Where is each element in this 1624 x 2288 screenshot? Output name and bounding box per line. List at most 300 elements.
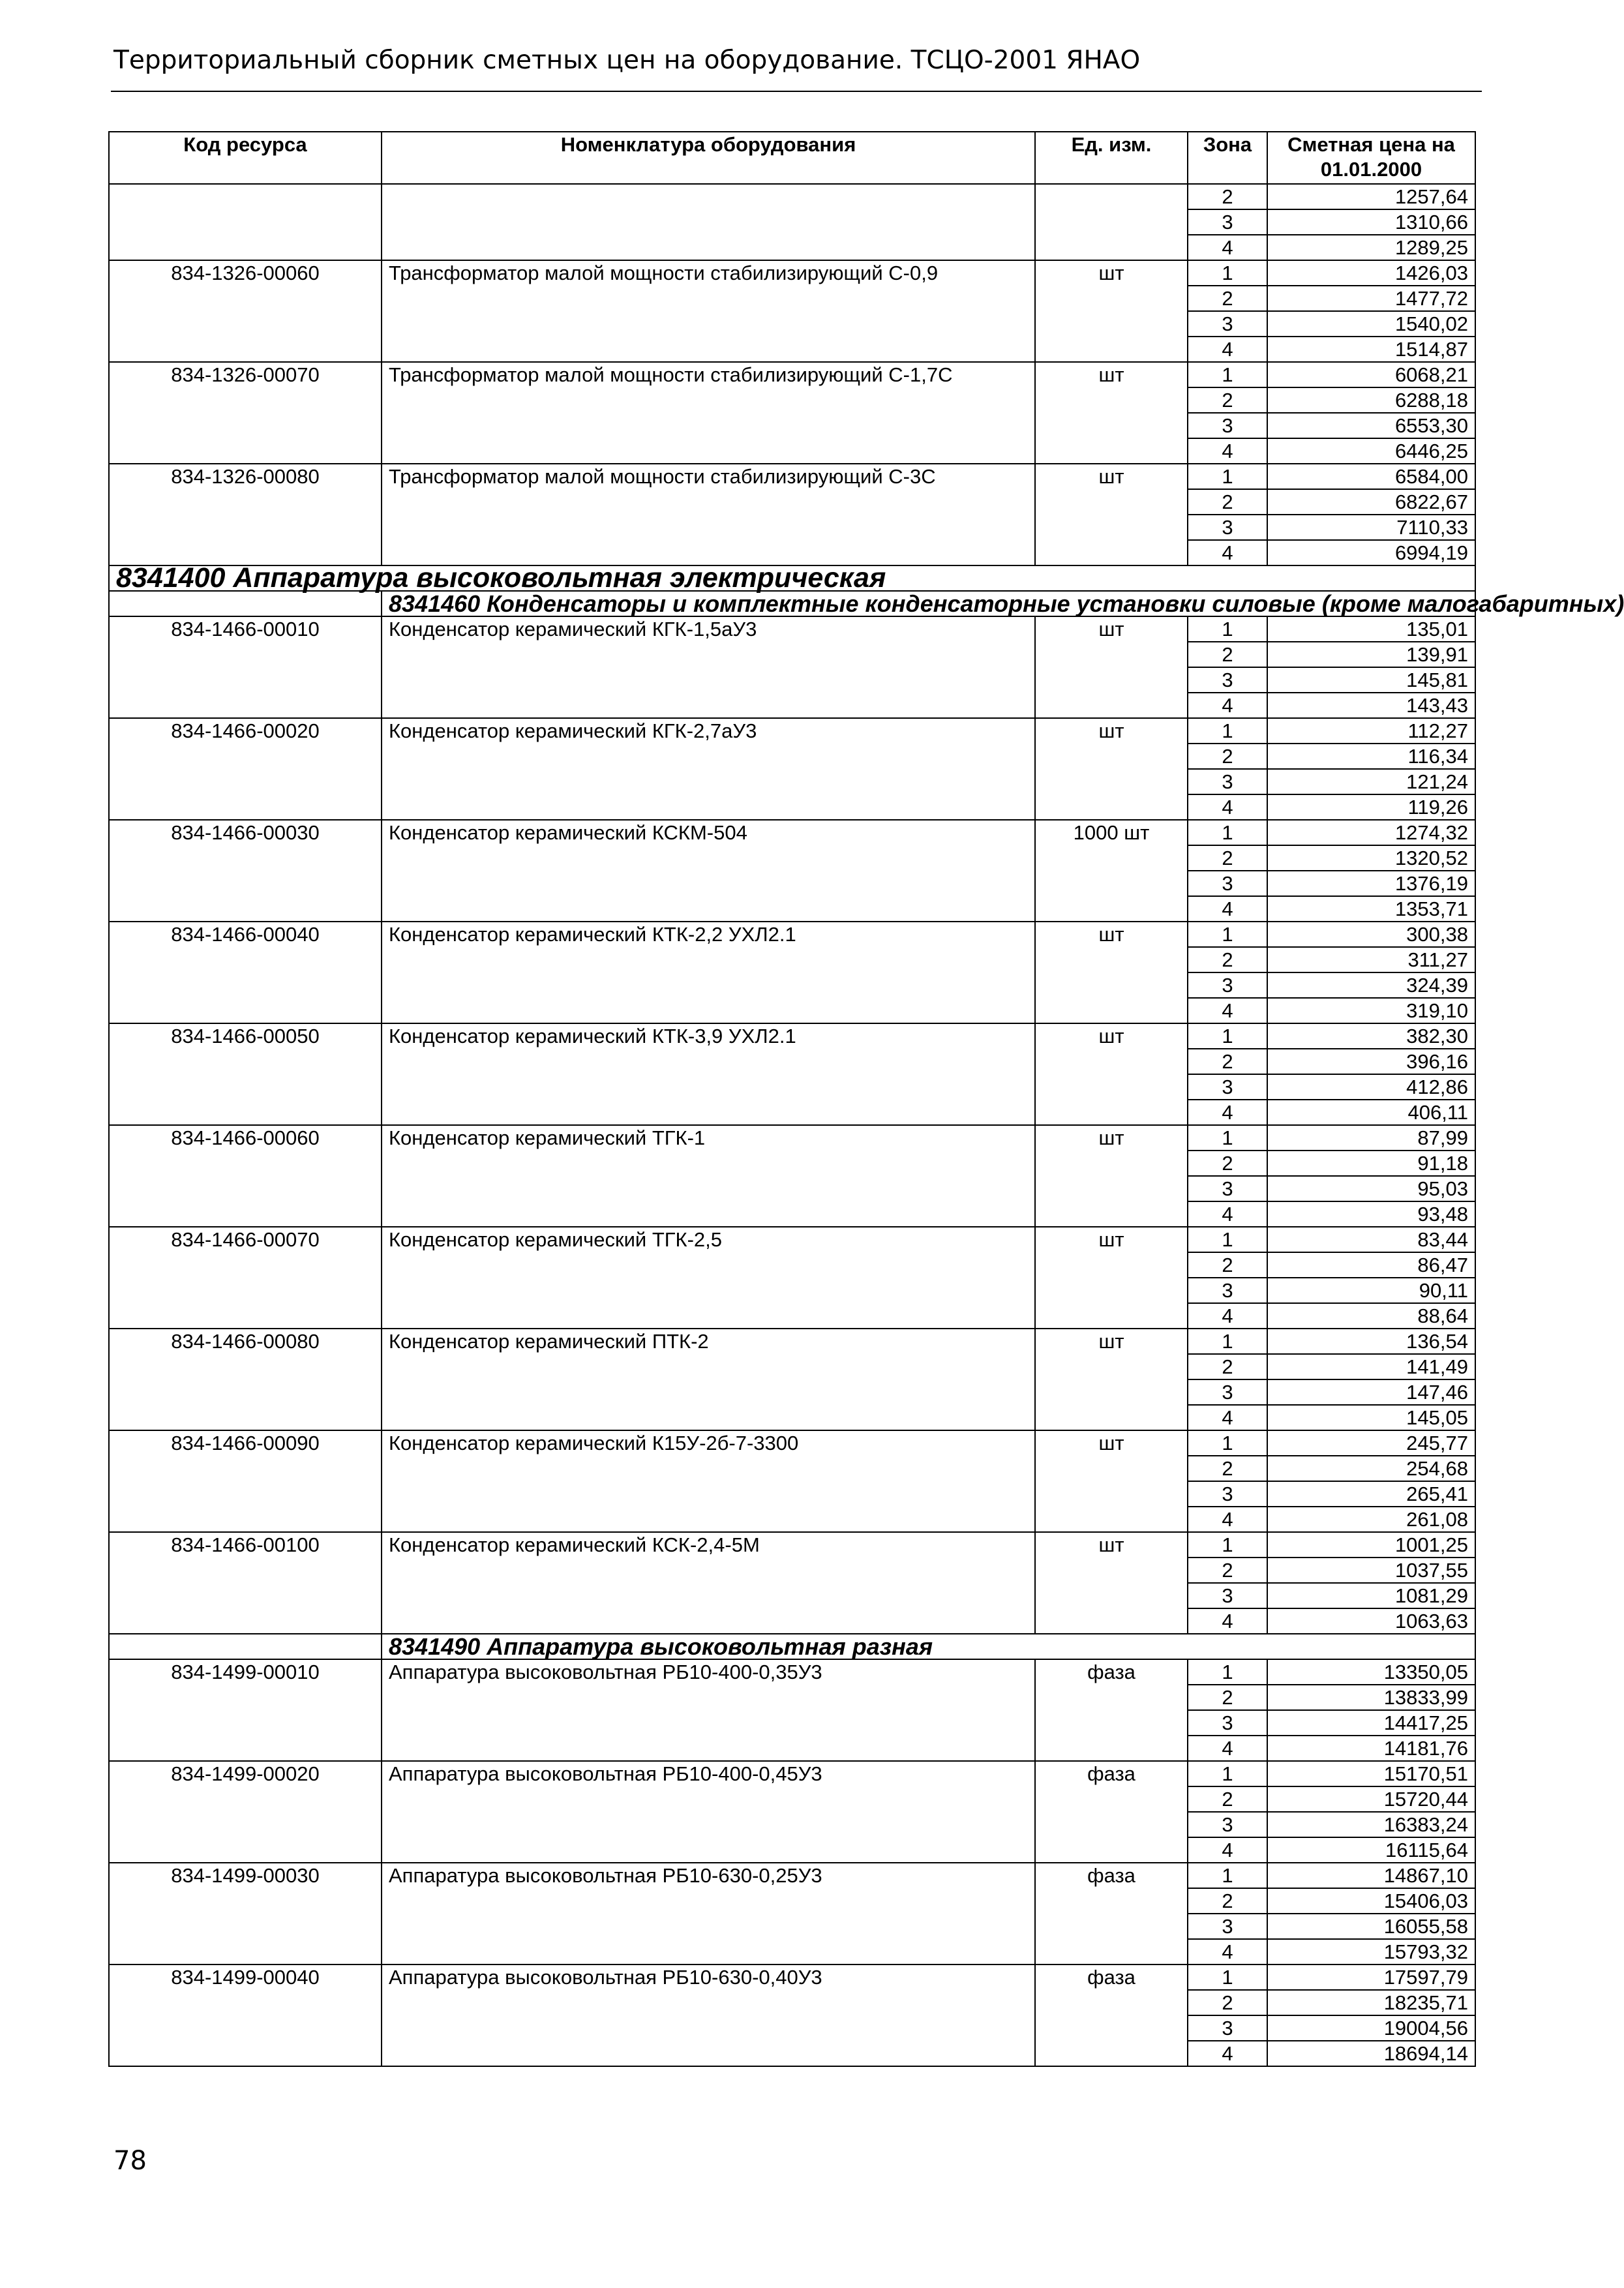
zone-number: 1 [1188, 362, 1267, 387]
resource-code [109, 1736, 382, 1761]
estimated-price: 1001,25 [1267, 1532, 1475, 1558]
table-row [109, 489, 1475, 515]
estimated-price: 15720,44 [1267, 1786, 1475, 1812]
resource-code [109, 235, 382, 260]
zone-number: 1 [1188, 616, 1267, 642]
equipment-name [382, 1914, 1035, 1939]
equipment-name [382, 642, 1035, 667]
estimated-price: 139,91 [1267, 642, 1475, 667]
unit-of-measure [1035, 1888, 1188, 1914]
unit-of-measure: шт [1035, 1430, 1188, 1456]
zone-number: 2 [1188, 1990, 1267, 2015]
unit-of-measure: фаза [1035, 1659, 1188, 1685]
resource-code [109, 1151, 382, 1176]
resource-code [109, 1939, 382, 1964]
resource-code [109, 1049, 382, 1074]
unit-of-measure [1035, 1558, 1188, 1583]
unit-of-measure [1035, 489, 1188, 515]
equipment-name [382, 972, 1035, 998]
equipment-name [382, 1736, 1035, 1761]
unit-of-measure [1035, 1837, 1188, 1863]
zone-number: 4 [1188, 1608, 1267, 1634]
resource-code [109, 845, 382, 871]
estimated-price: 15793,32 [1267, 1939, 1475, 1964]
zone-number: 1 [1188, 1532, 1267, 1558]
zone-number: 3 [1188, 1914, 1267, 1939]
zone-number: 3 [1188, 1074, 1267, 1100]
zone-number: 3 [1188, 209, 1267, 235]
unit-of-measure [1035, 540, 1188, 565]
equipment-name [382, 1786, 1035, 1812]
zone-number: 4 [1188, 438, 1267, 464]
equipment-name [382, 184, 1035, 209]
unit-of-measure: шт [1035, 718, 1188, 744]
equipment-name: Трансформатор малой мощности стабилизирующий С-3С [382, 464, 1035, 489]
table-row [109, 1863, 1475, 1888]
estimated-price: 19004,56 [1267, 2015, 1475, 2041]
table-row [109, 1405, 1475, 1430]
unit-of-measure: фаза [1035, 1964, 1188, 1990]
equipment-name [382, 286, 1035, 311]
zone-number: 2 [1188, 947, 1267, 972]
zone-number: 2 [1188, 744, 1267, 769]
table-row [109, 1176, 1475, 1201]
resource-code [109, 1685, 382, 1710]
estimated-price: 119,26 [1267, 794, 1475, 820]
resource-code [109, 1354, 382, 1379]
estimated-price: 6553,30 [1267, 413, 1475, 438]
table-row [109, 1481, 1475, 1507]
equipment-name [382, 1354, 1035, 1379]
estimated-price: 13833,99 [1267, 1685, 1475, 1710]
unit-of-measure [1035, 1456, 1188, 1481]
estimated-price: 13350,05 [1267, 1659, 1475, 1685]
unit-of-measure [1035, 1176, 1188, 1201]
unit-of-measure [1035, 1074, 1188, 1100]
estimated-price: 6068,21 [1267, 362, 1475, 387]
zone-number: 4 [1188, 998, 1267, 1023]
table-row [109, 1049, 1475, 1074]
estimated-price: 83,44 [1267, 1227, 1475, 1252]
zone-number: 2 [1188, 1049, 1267, 1074]
equipment-name [382, 896, 1035, 922]
unit-of-measure: шт [1035, 362, 1188, 387]
unit-of-measure: шт [1035, 1329, 1188, 1354]
table-row [109, 1074, 1475, 1100]
equipment-name [382, 2015, 1035, 2041]
unit-of-measure: шт [1035, 616, 1188, 642]
estimated-price: 16115,64 [1267, 1837, 1475, 1863]
equipment-name: Трансформатор малой мощности стабилизирующий С-1,7С [382, 362, 1035, 387]
table-row [109, 1786, 1475, 1812]
equipment-name [382, 2041, 1035, 2066]
zone-number: 4 [1188, 1736, 1267, 1761]
zone-number: 3 [1188, 311, 1267, 337]
table-row [109, 1227, 1475, 1252]
estimated-price: 254,68 [1267, 1456, 1475, 1481]
zone-number: 2 [1188, 1456, 1267, 1481]
zone-number: 4 [1188, 1507, 1267, 1532]
estimated-price: 412,86 [1267, 1074, 1475, 1100]
zone-number: 2 [1188, 387, 1267, 413]
unit-of-measure [1035, 1583, 1188, 1608]
unit-of-measure [1035, 1685, 1188, 1710]
table-row [109, 1964, 1475, 1990]
zone-number: 2 [1188, 1786, 1267, 1812]
zone-number: 4 [1188, 1939, 1267, 1964]
resource-code [109, 667, 382, 693]
table-row [109, 769, 1475, 794]
resource-code [109, 1252, 382, 1278]
table-row [109, 260, 1475, 286]
unit-of-measure [1035, 311, 1188, 337]
zone-number: 1 [1188, 1023, 1267, 1049]
zone-number: 3 [1188, 769, 1267, 794]
price-table [108, 131, 1624, 2067]
equipment-name [382, 489, 1035, 515]
resource-code [109, 1405, 382, 1430]
table-row [109, 1558, 1475, 1583]
zone-number: 1 [1188, 1125, 1267, 1151]
resource-code [109, 871, 382, 896]
equipment-name [382, 387, 1035, 413]
estimated-price: 15406,03 [1267, 1888, 1475, 1914]
zone-number: 1 [1188, 1659, 1267, 1685]
equipment-name: Конденсатор керамический КСК-2,4-5М [382, 1532, 1035, 1558]
table-row [109, 362, 1475, 387]
estimated-price: 300,38 [1267, 922, 1475, 947]
zone-number: 2 [1188, 1888, 1267, 1914]
resource-code [109, 1812, 382, 1837]
zone-number: 3 [1188, 1278, 1267, 1303]
estimated-price: 1353,71 [1267, 896, 1475, 922]
zone-number: 2 [1188, 845, 1267, 871]
unit-of-measure: шт [1035, 922, 1188, 947]
col-header-code: Код ресурса [109, 132, 382, 184]
table-row [109, 1685, 1475, 1710]
equipment-name [382, 1100, 1035, 1125]
resource-code [109, 1176, 382, 1201]
table-row [109, 1303, 1475, 1329]
unit-of-measure: шт [1035, 1023, 1188, 1049]
equipment-name: Конденсатор керамический КТК-3,9 УХЛ2.1 [382, 1023, 1035, 1049]
estimated-price: 319,10 [1267, 998, 1475, 1023]
unit-of-measure [1035, 2015, 1188, 2041]
resource-code [109, 1303, 382, 1329]
unit-of-measure [1035, 387, 1188, 413]
estimated-price: 1081,29 [1267, 1583, 1475, 1608]
estimated-price: 6994,19 [1267, 540, 1475, 565]
estimated-price: 88,64 [1267, 1303, 1475, 1329]
zone-number: 2 [1188, 642, 1267, 667]
table-row [109, 998, 1475, 1023]
estimated-price: 147,46 [1267, 1379, 1475, 1405]
estimated-price: 15170,51 [1267, 1761, 1475, 1786]
unit-of-measure [1035, 1049, 1188, 1074]
estimated-price: 121,24 [1267, 769, 1475, 794]
zone-number: 1 [1188, 1430, 1267, 1456]
estimated-price: 136,54 [1267, 1329, 1475, 1354]
resource-code [109, 1710, 382, 1736]
estimated-price: 6584,00 [1267, 464, 1475, 489]
page-number: 78 [113, 2146, 147, 2176]
zone-number: 3 [1188, 413, 1267, 438]
zone-number: 3 [1188, 1176, 1267, 1201]
unit-of-measure [1035, 438, 1188, 464]
resource-code: 834-1466-00090 [109, 1430, 382, 1456]
table-row [109, 845, 1475, 871]
table-row [109, 2041, 1475, 2066]
equipment-name [382, 1888, 1035, 1914]
equipment-name [382, 947, 1035, 972]
equipment-name: Трансформатор малой мощности стабилизирующий С-0,9 [382, 260, 1035, 286]
zone-number: 2 [1188, 286, 1267, 311]
unit-of-measure [1035, 693, 1188, 718]
zone-number: 2 [1188, 1252, 1267, 1278]
resource-code [109, 1278, 382, 1303]
zone-number: 3 [1188, 1710, 1267, 1736]
zone-number: 1 [1188, 1329, 1267, 1354]
table-row [109, 1990, 1475, 2015]
section-row [109, 565, 1475, 591]
resource-code: 834-1326-00060 [109, 260, 382, 286]
table-row [109, 515, 1475, 540]
zone-number: 4 [1188, 235, 1267, 260]
resource-code [109, 337, 382, 362]
estimated-price: 145,05 [1267, 1405, 1475, 1430]
col-header-name: Номенклатура оборудования [382, 132, 1035, 184]
table-row [109, 1761, 1475, 1786]
unit-of-measure: шт [1035, 464, 1188, 489]
equipment-name [382, 1176, 1035, 1201]
resource-code [109, 1201, 382, 1227]
unit-of-measure: шт [1035, 1227, 1188, 1252]
table-row [109, 1736, 1475, 1761]
table-row [109, 1837, 1475, 1863]
estimated-price: 1274,32 [1267, 820, 1475, 845]
resource-code [109, 998, 382, 1023]
estimated-price: 18235,71 [1267, 1990, 1475, 2015]
price-table-body [109, 184, 1624, 2066]
zone-number: 4 [1188, 540, 1267, 565]
estimated-price: 14181,76 [1267, 1736, 1475, 1761]
resource-code: 834-1326-00080 [109, 464, 382, 489]
estimated-price: 87,99 [1267, 1125, 1475, 1151]
zone-number: 4 [1188, 693, 1267, 718]
col-header-zone: Зона [1188, 132, 1267, 184]
table-row [109, 667, 1475, 693]
resource-code [109, 184, 382, 209]
resource-code [109, 1990, 382, 2015]
resource-code [109, 1608, 382, 1634]
estimated-price: 143,43 [1267, 693, 1475, 718]
resource-code: 834-1466-00080 [109, 1329, 382, 1354]
zone-number: 1 [1188, 1761, 1267, 1786]
resource-code [109, 2041, 382, 2066]
table-row [109, 642, 1475, 667]
estimated-price: 93,48 [1267, 1201, 1475, 1227]
table-row [109, 2015, 1475, 2041]
table-row [109, 616, 1475, 642]
estimated-price: 311,27 [1267, 947, 1475, 972]
equipment-name [382, 1685, 1035, 1710]
table-row [109, 1125, 1475, 1151]
zone-number: 1 [1188, 260, 1267, 286]
unit-of-measure [1035, 896, 1188, 922]
unit-of-measure [1035, 1990, 1188, 2015]
unit-of-measure: 1000 шт [1035, 820, 1188, 845]
zone-number: 4 [1188, 1201, 1267, 1227]
equipment-name [382, 769, 1035, 794]
table-header-row [109, 132, 1475, 184]
zone-number: 4 [1188, 1303, 1267, 1329]
equipment-name: Конденсатор керамический ТГК-2,5 [382, 1227, 1035, 1252]
zone-number: 4 [1188, 2041, 1267, 2066]
zone-number: 3 [1188, 871, 1267, 896]
resource-code [109, 1074, 382, 1100]
estimated-price: 245,77 [1267, 1430, 1475, 1456]
zone-number: 1 [1188, 1227, 1267, 1252]
resource-code: 834-1466-00060 [109, 1125, 382, 1151]
unit-of-measure: шт [1035, 1125, 1188, 1151]
resource-code: 834-1466-00070 [109, 1227, 382, 1252]
estimated-price: 116,34 [1267, 744, 1475, 769]
table-row [109, 464, 1475, 489]
estimated-price: 14867,10 [1267, 1863, 1475, 1888]
resource-code [109, 1583, 382, 1608]
resource-code [109, 413, 382, 438]
resource-code [109, 387, 382, 413]
equipment-name [382, 1507, 1035, 1532]
zone-number: 3 [1188, 1812, 1267, 1837]
unit-of-measure: фаза [1035, 1863, 1188, 1888]
unit-of-measure [1035, 1201, 1188, 1227]
equipment-name [382, 1151, 1035, 1176]
estimated-price: 18694,14 [1267, 2041, 1475, 2066]
zone-number: 3 [1188, 515, 1267, 540]
unit-of-measure [1035, 1405, 1188, 1430]
table-row [109, 922, 1475, 947]
resource-code: 834-1499-00020 [109, 1761, 382, 1786]
equipment-name: Аппаратура высоковольтная РБ10-400-0,45У3 [382, 1761, 1035, 1786]
table-row [109, 337, 1475, 362]
table-row [109, 413, 1475, 438]
equipment-name [382, 413, 1035, 438]
table-row [109, 1914, 1475, 1939]
equipment-name [382, 744, 1035, 769]
unit-of-measure [1035, 1608, 1188, 1634]
estimated-price: 261,08 [1267, 1507, 1475, 1532]
subsection-row [109, 1634, 1475, 1659]
equipment-name [382, 794, 1035, 820]
estimated-price: 1514,87 [1267, 337, 1475, 362]
unit-of-measure [1035, 1710, 1188, 1736]
title-divider [111, 91, 1482, 92]
estimated-price: 86,47 [1267, 1252, 1475, 1278]
resource-code [109, 489, 382, 515]
equipment-name [382, 693, 1035, 718]
unit-of-measure [1035, 972, 1188, 998]
equipment-name [382, 1456, 1035, 1481]
unit-of-measure [1035, 413, 1188, 438]
unit-of-measure [1035, 667, 1188, 693]
table-row [109, 311, 1475, 337]
zone-number: 2 [1188, 1354, 1267, 1379]
unit-of-measure [1035, 947, 1188, 972]
resource-code [109, 642, 382, 667]
unit-of-measure [1035, 1252, 1188, 1278]
equipment-name [382, 667, 1035, 693]
equipment-name [382, 1583, 1035, 1608]
resource-code [109, 311, 382, 337]
table-row [109, 693, 1475, 718]
resource-code: 834-1466-00100 [109, 1532, 382, 1558]
subsection-spacer [109, 1634, 382, 1659]
unit-of-measure: шт [1035, 1532, 1188, 1558]
equipment-name [382, 1252, 1035, 1278]
unit-of-measure [1035, 337, 1188, 362]
equipment-name [382, 438, 1035, 464]
table-row [109, 1100, 1475, 1125]
zone-number: 3 [1188, 1583, 1267, 1608]
resource-code [109, 1100, 382, 1125]
zone-number: 2 [1188, 1151, 1267, 1176]
equipment-name: Конденсатор керамический КГК-1,5аУ3 [382, 616, 1035, 642]
unit-of-measure [1035, 184, 1188, 209]
equipment-name [382, 1049, 1035, 1074]
resource-code: 834-1466-00010 [109, 616, 382, 642]
resource-code [109, 972, 382, 998]
subsection-row [109, 591, 1475, 616]
unit-of-measure [1035, 871, 1188, 896]
estimated-price: 406,11 [1267, 1100, 1475, 1125]
resource-code [109, 744, 382, 769]
equipment-name [382, 1278, 1035, 1303]
table-row [109, 1939, 1475, 1964]
unit-of-measure: фаза [1035, 1761, 1188, 1786]
zone-number: 2 [1188, 1685, 1267, 1710]
unit-of-measure [1035, 1379, 1188, 1405]
resource-code: 834-1326-00070 [109, 362, 382, 387]
estimated-price: 1540,02 [1267, 311, 1475, 337]
subsection-title: 8341460 Конденсаторы и комплектные конденсаторные установки силовые (кроме малогабаритных) [382, 591, 1475, 616]
equipment-name [382, 1939, 1035, 1964]
unit-of-measure [1035, 1481, 1188, 1507]
unit-of-measure [1035, 1914, 1188, 1939]
resource-code [109, 209, 382, 235]
estimated-price: 382,30 [1267, 1023, 1475, 1049]
table-row [109, 744, 1475, 769]
zone-number: 1 [1188, 820, 1267, 845]
table-row [109, 1608, 1475, 1634]
estimated-price: 265,41 [1267, 1481, 1475, 1507]
equipment-name [382, 1812, 1035, 1837]
estimated-price: 1426,03 [1267, 260, 1475, 286]
zone-number: 1 [1188, 1863, 1267, 1888]
table-row [109, 1252, 1475, 1278]
resource-code [109, 1481, 382, 1507]
equipment-name [382, 1405, 1035, 1430]
zone-number: 4 [1188, 896, 1267, 922]
resource-code [109, 1888, 382, 1914]
table-row [109, 286, 1475, 311]
table-row [109, 871, 1475, 896]
estimated-price: 16383,24 [1267, 1812, 1475, 1837]
equipment-name [382, 1710, 1035, 1736]
resource-code [109, 286, 382, 311]
equipment-name [382, 1074, 1035, 1100]
table-row [109, 235, 1475, 260]
